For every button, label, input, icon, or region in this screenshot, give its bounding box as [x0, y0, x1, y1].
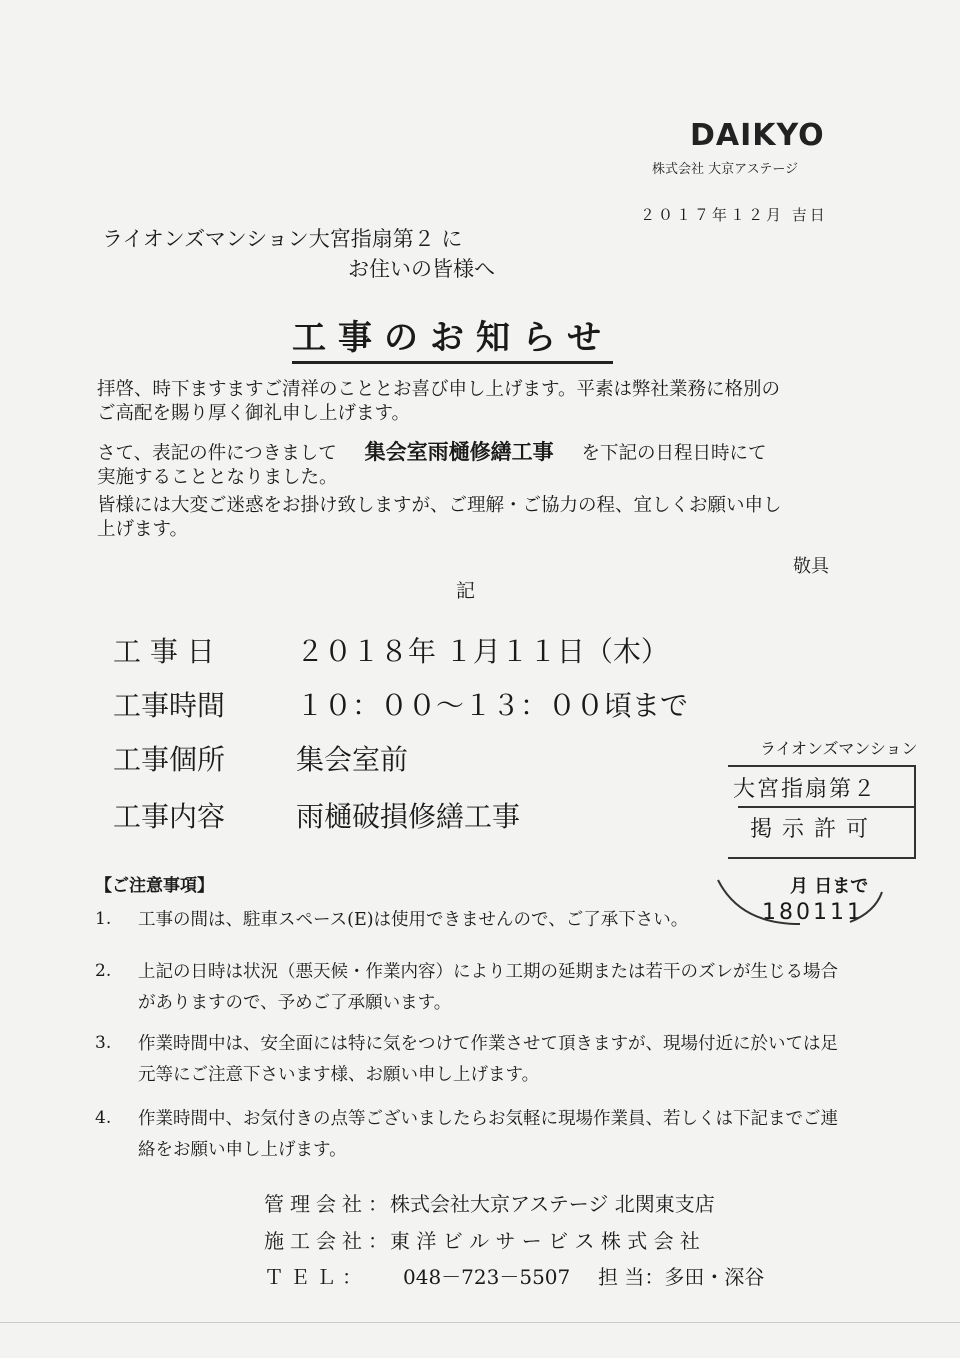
schedule-date-value: ２０１８年 １月１１日（木）: [296, 635, 669, 668]
note-item: 作業時間中は、安全面には特に気をつけて作業させて頂きますが、現場付近に於いては足元等にご注意下さいます様、お願い申し上げます。: [138, 1034, 838, 1085]
page-title: 工事のお知らせ: [292, 310, 613, 364]
stamp-divider: [738, 806, 914, 808]
note-number: 2.: [95, 961, 112, 981]
scan-edge-line: [0, 1322, 960, 1323]
schedule-location-value: 集会室前: [296, 743, 409, 776]
body-paragraph-3-line-2: 上げます。: [97, 519, 189, 540]
note-number: 3.: [95, 1033, 112, 1053]
stamp-date-code: 180111: [762, 900, 864, 925]
construction-name: 集会室雨樋修繕工事: [364, 439, 554, 464]
note-item: 上記の日時は状況（悪天候・作業内容）により工期の延期または若干のズレが生じる場合がありますので、予めご了承願います。: [138, 962, 838, 1013]
schedule-location-label: 工事個所: [113, 743, 226, 776]
note-item: 作業時間中、お気付きの点等ございましたらお気軽に現場作業員、若しくは下記までご連絡をお願い申し上げます。: [138, 1109, 838, 1160]
company-name: 株式会社 大京アステージ: [652, 162, 799, 177]
recipient-building: ライオンズマンション大宮指扇第２ に: [102, 227, 463, 251]
body-paragraph-3-line-1: 皆様には大変ご迷惑をお掛け致しますが、ご理解・ご協力の程、宜しくお願い申し: [97, 495, 782, 516]
body-paragraph-2-line-2: 実施することとなりました。: [97, 467, 338, 488]
body-paragraph-1-line-2: ご高配を賜り厚く御礼申し上げます。: [97, 403, 411, 424]
phone-number: 048－723－5507: [403, 1265, 571, 1289]
schedule-date-label: 工 事 日: [113, 635, 215, 668]
closing-word: 敬具: [793, 556, 829, 577]
note-number: 1.: [95, 909, 112, 929]
phone-label: ＴＥＬ：: [264, 1265, 368, 1289]
recipient-residents: お住いの皆様へ: [348, 257, 495, 281]
body-paragraph-2-pre: さて、表記の件につきまして: [97, 443, 337, 464]
construction-company-value: 東 洋 ビ ル サ ー ビ ス 株 式 会 社: [390, 1229, 700, 1253]
note-number: 4.: [95, 1108, 112, 1128]
stamp-building-type: ライオンズマンション: [760, 739, 918, 758]
management-company-value: 株式会社大京アステージ 北関東支店: [390, 1192, 715, 1216]
note-item: 工事の間は、駐車スペース(E)は使用できませんので、ご了承下さい。: [138, 910, 689, 930]
body-paragraph-2-line-1: [97, 440, 837, 465]
body-paragraph-1-line-1: 拝啓、時下ますますご清祥のこととお喜び申し上げます。平素は弊社業務に格別の: [97, 379, 781, 400]
schedule-content-value: 雨樋破損修繕工事: [296, 800, 521, 833]
construction-company-label: 施工会社：: [264, 1229, 394, 1253]
company-logo: DAIKYO: [690, 118, 825, 153]
stamp-until-label: 月 日まで: [790, 876, 869, 897]
notice-date: ２０１７年１２月 吉日: [640, 206, 828, 224]
stamp-building-name: 大宮指扇第２: [733, 777, 878, 802]
schedule-time-value: １０：００～１３：００頃まで: [296, 689, 689, 722]
body-paragraph-2-post: を下記の日程日時にて: [581, 443, 767, 464]
record-heading: 記: [456, 580, 476, 602]
management-company-label: 管理会社：: [264, 1192, 394, 1216]
notes-heading: 【ご注意事項】: [95, 876, 214, 896]
contact-persons: 担 当：多田・深谷: [598, 1265, 765, 1289]
stamp-permission: 掲示許可: [750, 817, 879, 842]
schedule-content-label: 工事内容: [113, 800, 226, 833]
schedule-time-label: 工事時間: [113, 689, 226, 722]
